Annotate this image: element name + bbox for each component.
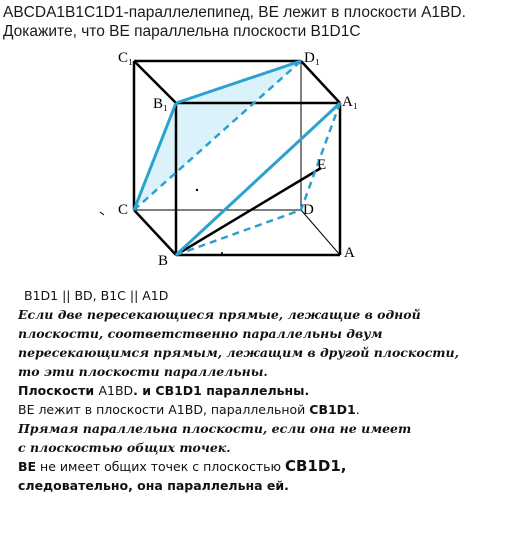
segment-be [176,168,321,255]
problem-line-1: ABCDA1B1C1D1-параллелепипед, BE лежит в плоскости A1BD. [3,4,466,21]
line10-part-b: не имеет общих точек с плоскостью [36,459,285,474]
solution-line-4: пересекающимся прямым, лежащим в другой плоскости, [18,345,459,360]
line6-part-d: CB1D1 [155,383,202,398]
small-dot [221,252,223,254]
solution-line-8: Прямая параллельна плоскости, если она не имеет [18,421,412,436]
solution-line-5: то эти плоскости параллельны. [18,364,268,379]
edge-d1-a1 [301,61,340,103]
line6-part-e: параллельны. [201,383,310,398]
solution-line-2: Если две пересекающиеся прямые, лежащие в одной [18,307,421,322]
label-d: D [303,202,314,218]
line10-part-a: BE [18,459,37,474]
solution-line-11: следовательно, она параллельна ей. [18,478,289,493]
solution-line-10 [18,457,518,476]
solution-line-9: с плоскостью общих точек. [18,440,231,455]
problem-statement [3,3,523,41]
label-b: B [158,253,169,269]
line6-part-b: A1BD [98,383,134,398]
line6-part-a: Плоскости [18,383,99,398]
solution-text [18,286,518,495]
solution-line-3: плоскости, соответственно параллельны двум [18,326,383,341]
parallelepiped-figure [0,40,526,270]
edge-c-b [134,210,176,255]
parallel-lines-statement: B1D1 || BD, B1C || A1D [24,288,169,303]
line10-part-c: CB1D1, [284,457,347,475]
tick-mark [100,212,104,215]
line6-part-c: . и [133,383,156,398]
label-c: C [118,202,129,218]
segment-c-d1-dashed [134,61,301,210]
center-dot [196,189,198,191]
line7-part-c: . [355,402,360,417]
line7-part-a: BE лежит в плоскости A1BD, параллельной [18,402,310,417]
label-a1: A₁ [342,94,359,110]
label-a: A [344,245,355,261]
line7-part-b: CB1D1 [309,402,356,417]
solution-line-1 [18,286,518,305]
label-d1: D₁ [304,50,321,66]
solution-line-6 [18,381,518,400]
label-c1: C₁ [118,50,134,66]
problem-line-2: Докажите, что BE параллельна плоскости B1D1C [3,23,361,40]
label-e: E [317,157,327,173]
label-b1: B₁ [153,96,169,112]
solution-line-7 [18,400,518,419]
